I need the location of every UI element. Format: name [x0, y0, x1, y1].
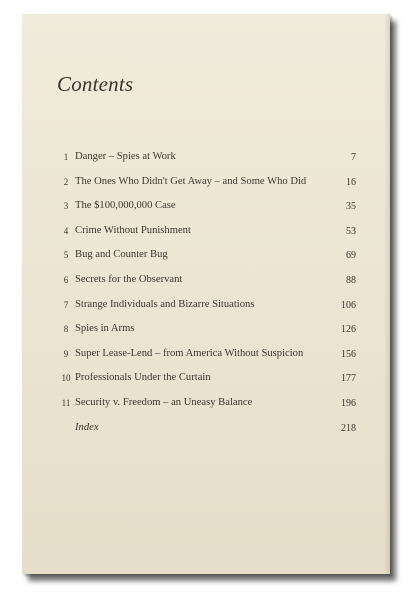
page-number: 7 — [351, 152, 356, 163]
page-number: 177 — [341, 373, 356, 385]
toc-entry — [22, 299, 390, 324]
page-number: 88 — [346, 274, 356, 286]
chapter-title: Crime Without Punishment — [75, 224, 191, 236]
chapter-title: Secrets for the Observant — [75, 273, 183, 285]
chapter-title: The Ones Who Didn't Get Away – and Some Who Did — [75, 175, 307, 187]
chapter-title: Spies in Arms — [75, 323, 135, 335]
page-number: 16 — [346, 176, 356, 188]
page-number: 106 — [341, 299, 356, 311]
toc-entry — [22, 200, 390, 225]
chapter-number: 10 — [61, 373, 71, 384]
chapter-number: 4 — [63, 225, 69, 236]
chapter-number: 9 — [63, 348, 69, 359]
toc-entry — [22, 249, 390, 274]
page-number: 126 — [341, 324, 356, 336]
page-number: 196 — [341, 397, 356, 409]
chapter-title: Professionals Under the Curtain — [75, 372, 211, 384]
index-title: Index — [75, 421, 99, 433]
chapter-number: 11 — [61, 397, 71, 408]
contents-heading: Contents — [57, 72, 134, 96]
page-number: 53 — [346, 225, 356, 237]
toc-entry — [22, 372, 390, 397]
chapter-title: Super Lease-Lend – from America Without Suspicion — [75, 347, 304, 359]
book-page — [22, 14, 390, 574]
chapter-number: 1 — [63, 152, 69, 162]
toc-entry — [22, 274, 390, 299]
chapter-number: 2 — [63, 176, 69, 187]
toc-entry — [22, 151, 390, 176]
table-of-contents — [22, 151, 390, 446]
chapter-number: 7 — [63, 299, 69, 310]
page-number: 69 — [346, 250, 356, 262]
page-number: 35 — [346, 201, 356, 213]
toc-entry — [22, 348, 390, 373]
chapter-title: Security v. Freedom – an Uneasy Balance — [75, 396, 253, 408]
chapter-title: Danger – Spies at Work — [75, 151, 176, 162]
toc-entry — [22, 176, 390, 201]
page-number: 156 — [341, 348, 356, 360]
chapter-number: 8 — [63, 324, 69, 335]
chapter-number: 6 — [63, 274, 69, 285]
toc-entry-index — [22, 422, 390, 447]
toc-entry — [22, 323, 390, 348]
chapter-title: Bug and Counter Bug — [75, 249, 168, 261]
toc-entry — [22, 225, 390, 250]
chapter-title: Strange Individuals and Bizarre Situations — [75, 298, 255, 310]
chapter-number: 3 — [63, 201, 69, 212]
toc-entry — [22, 397, 390, 422]
page-number: 218 — [341, 422, 356, 434]
chapter-title: The $100,000,000 Case — [75, 200, 176, 212]
chapter-number: 5 — [63, 250, 69, 261]
